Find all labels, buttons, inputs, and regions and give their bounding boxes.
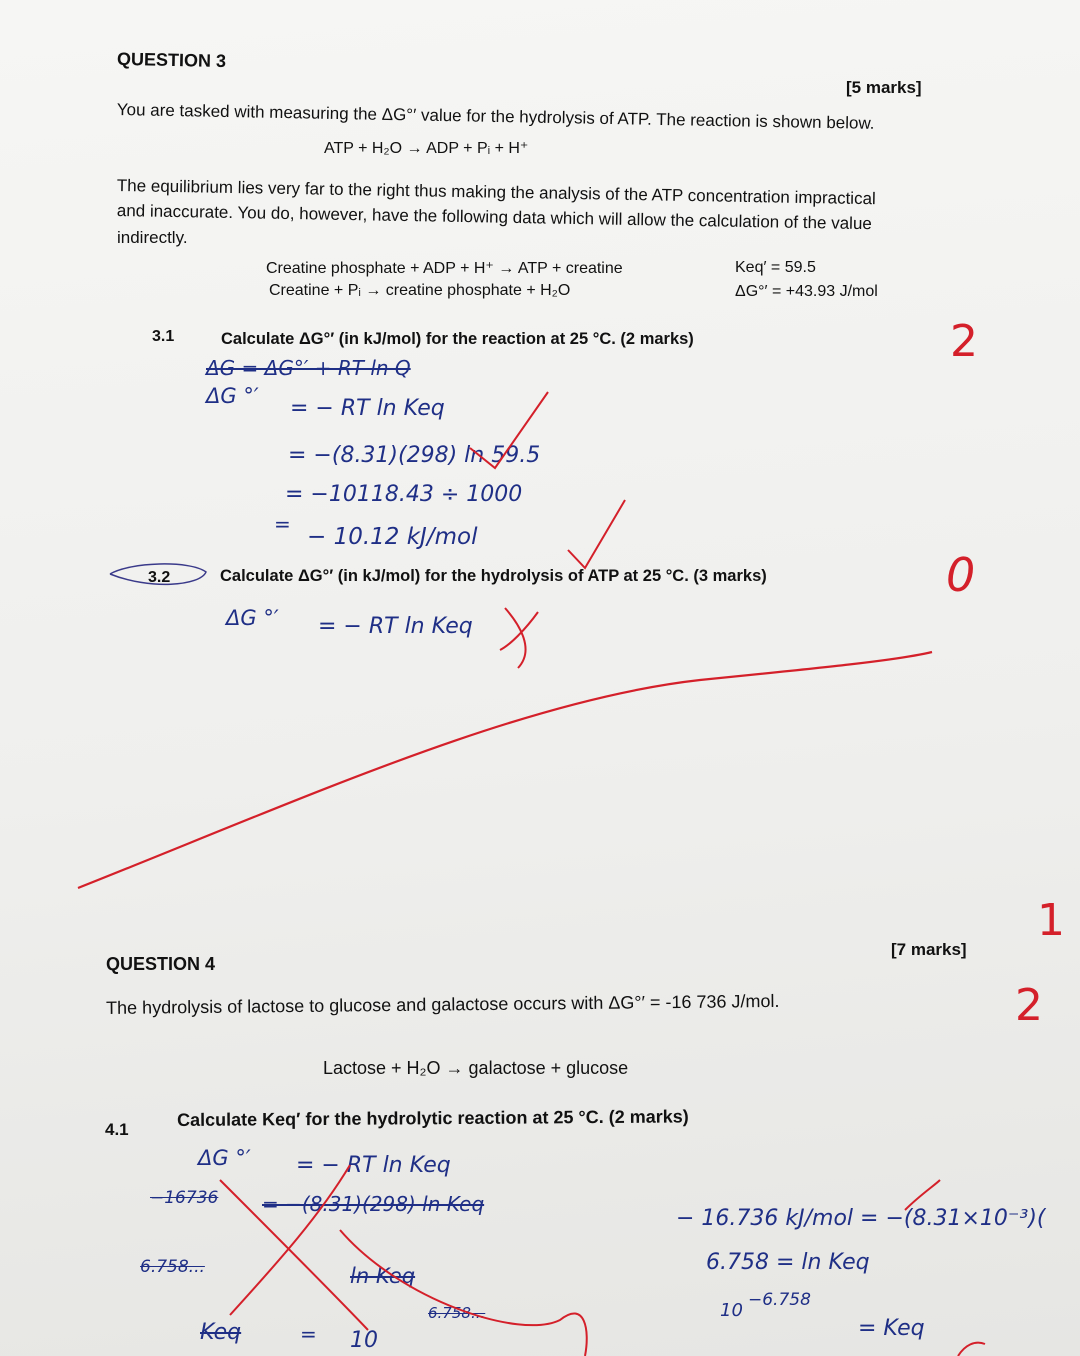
- work-4-1-right-line-2: 6.758 = ln Keq: [706, 1250, 870, 1275]
- work-3-1-line-4b: − 10.12 kJ/mol: [307, 524, 478, 550]
- data-row-2-value: ΔG°′ = +43.93 J/mol: [735, 283, 878, 300]
- big-strike-line: [78, 652, 932, 888]
- subquestion-3-1-text: Calculate ΔG°′ (in kJ/mol) for the reaction at 25 °C. (2 marks): [221, 330, 694, 348]
- data-row-1-value: Keq′ = 59.5: [735, 259, 816, 276]
- struck-equation: ΔG = ΔG°′ + RT ln Q: [206, 356, 411, 380]
- grade-3-2: 0: [946, 548, 976, 602]
- question-4-marks: [7 marks]: [891, 940, 967, 959]
- work-4-1-line-1a: ΔG °′: [198, 1146, 251, 1170]
- subquestion-3-2-number: 3.2: [148, 569, 171, 586]
- work-4-1-line-4c: 10: [350, 1328, 378, 1353]
- subquestion-4-1-number: 4.1: [105, 1120, 129, 1139]
- work-4-1-line-3a: 6.758...: [140, 1257, 205, 1277]
- question-4-intro: The hydrolysis of lactose to glucose and galactose occurs with ΔG°′ = -16 736 J/mol.: [106, 990, 780, 1018]
- work-3-2-line-1a: ΔG °′: [226, 606, 279, 630]
- question-3-paragraph-line-1: The equilibrium lies very far to the right thus making the analysis of the ATP concentration impractical: [116, 176, 876, 209]
- subquestion-4-1-text: Calculate Keq′ for the hydrolytic reaction at 25 °C. (2 marks): [177, 1106, 689, 1130]
- tick-mark-2: [568, 500, 625, 568]
- work-3-1-line-3: = −10118.43 ÷ 1000: [285, 482, 523, 507]
- question-3-reaction: ATP + H₂O → ADP + Pᵢ + H⁺: [324, 140, 529, 157]
- work-4-1-right-line-3b: −6.758: [748, 1290, 811, 1310]
- circle-3-2: [110, 564, 206, 584]
- q4-cross-line-1: [220, 1180, 368, 1330]
- work-4-1-line-2a: −16736: [150, 1188, 219, 1208]
- q4-corner-mark: [958, 1343, 985, 1356]
- cross-mark: [500, 608, 538, 668]
- work-4-1-right-line-1: − 16.736 kJ/mol = −(8.31×10⁻³)(: [676, 1206, 1046, 1231]
- work-3-1-line-1a: ΔG °′: [206, 384, 259, 408]
- tick-mark-1: [470, 392, 548, 468]
- work-4-1-line-1b: = − RT ln Keq: [296, 1153, 451, 1178]
- question-3-title: QUESTION 3: [116, 48, 227, 72]
- work-4-1-line-4b: =: [300, 1322, 317, 1346]
- question-3-paragraph-line-2: and inaccurate. You do, however, have the following data which will allow the calculation of the value: [116, 201, 872, 234]
- work-4-1-right-line-3c: = Keq: [858, 1316, 925, 1341]
- question-3-paragraph-line-3: indirectly.: [117, 228, 188, 247]
- work-3-1-line-4a: =: [274, 512, 291, 536]
- subquestion-3-2-text: Calculate ΔG°′ (in kJ/mol) for the hydrolysis of ATP at 25 °C. (3 marks): [220, 567, 767, 585]
- work-4-1-right-line-3a: 10: [720, 1300, 743, 1321]
- q4-caret: [905, 1180, 940, 1210]
- work-4-1-line-3b: ln Keq: [350, 1264, 416, 1288]
- grade-4-total-bottom: 2: [1015, 980, 1043, 1031]
- grade-3-1: 2: [950, 316, 978, 367]
- work-4-1-line-4a: Keq: [200, 1320, 242, 1345]
- question-4-reaction: Lactose + H₂O → galactose + glucose: [323, 1058, 629, 1078]
- question-3-intro: You are tasked with measuring the ΔG°′ value for the hydrolysis of ATP. The reaction is shown below.: [116, 100, 875, 133]
- work-4-1-line-2b: = −(8.31)(298) ln Keq: [262, 1192, 485, 1216]
- question-4-title: QUESTION 4: [106, 954, 216, 974]
- work-3-1-line-1b: = − RT ln Keq: [290, 396, 445, 421]
- data-row-2-reaction: Creatine + Pᵢ → creatine phosphate + H₂O: [269, 282, 571, 299]
- grade-4-total-top: 1: [1037, 895, 1065, 946]
- subquestion-3-1-number: 3.1: [152, 328, 175, 345]
- question-3-marks: [5 marks]: [846, 78, 922, 97]
- work-4-1-line-4d: 6.758...: [428, 1304, 486, 1322]
- data-row-1-reaction: Creatine phosphate + ADP + H⁺ → ATP + creatine: [266, 260, 623, 277]
- q4-arc: [340, 1230, 587, 1356]
- work-3-2-line-1b: = − RT ln Keq: [318, 614, 473, 639]
- work-3-1-line-2: = −(8.31)(298) ln 59.5: [288, 443, 541, 468]
